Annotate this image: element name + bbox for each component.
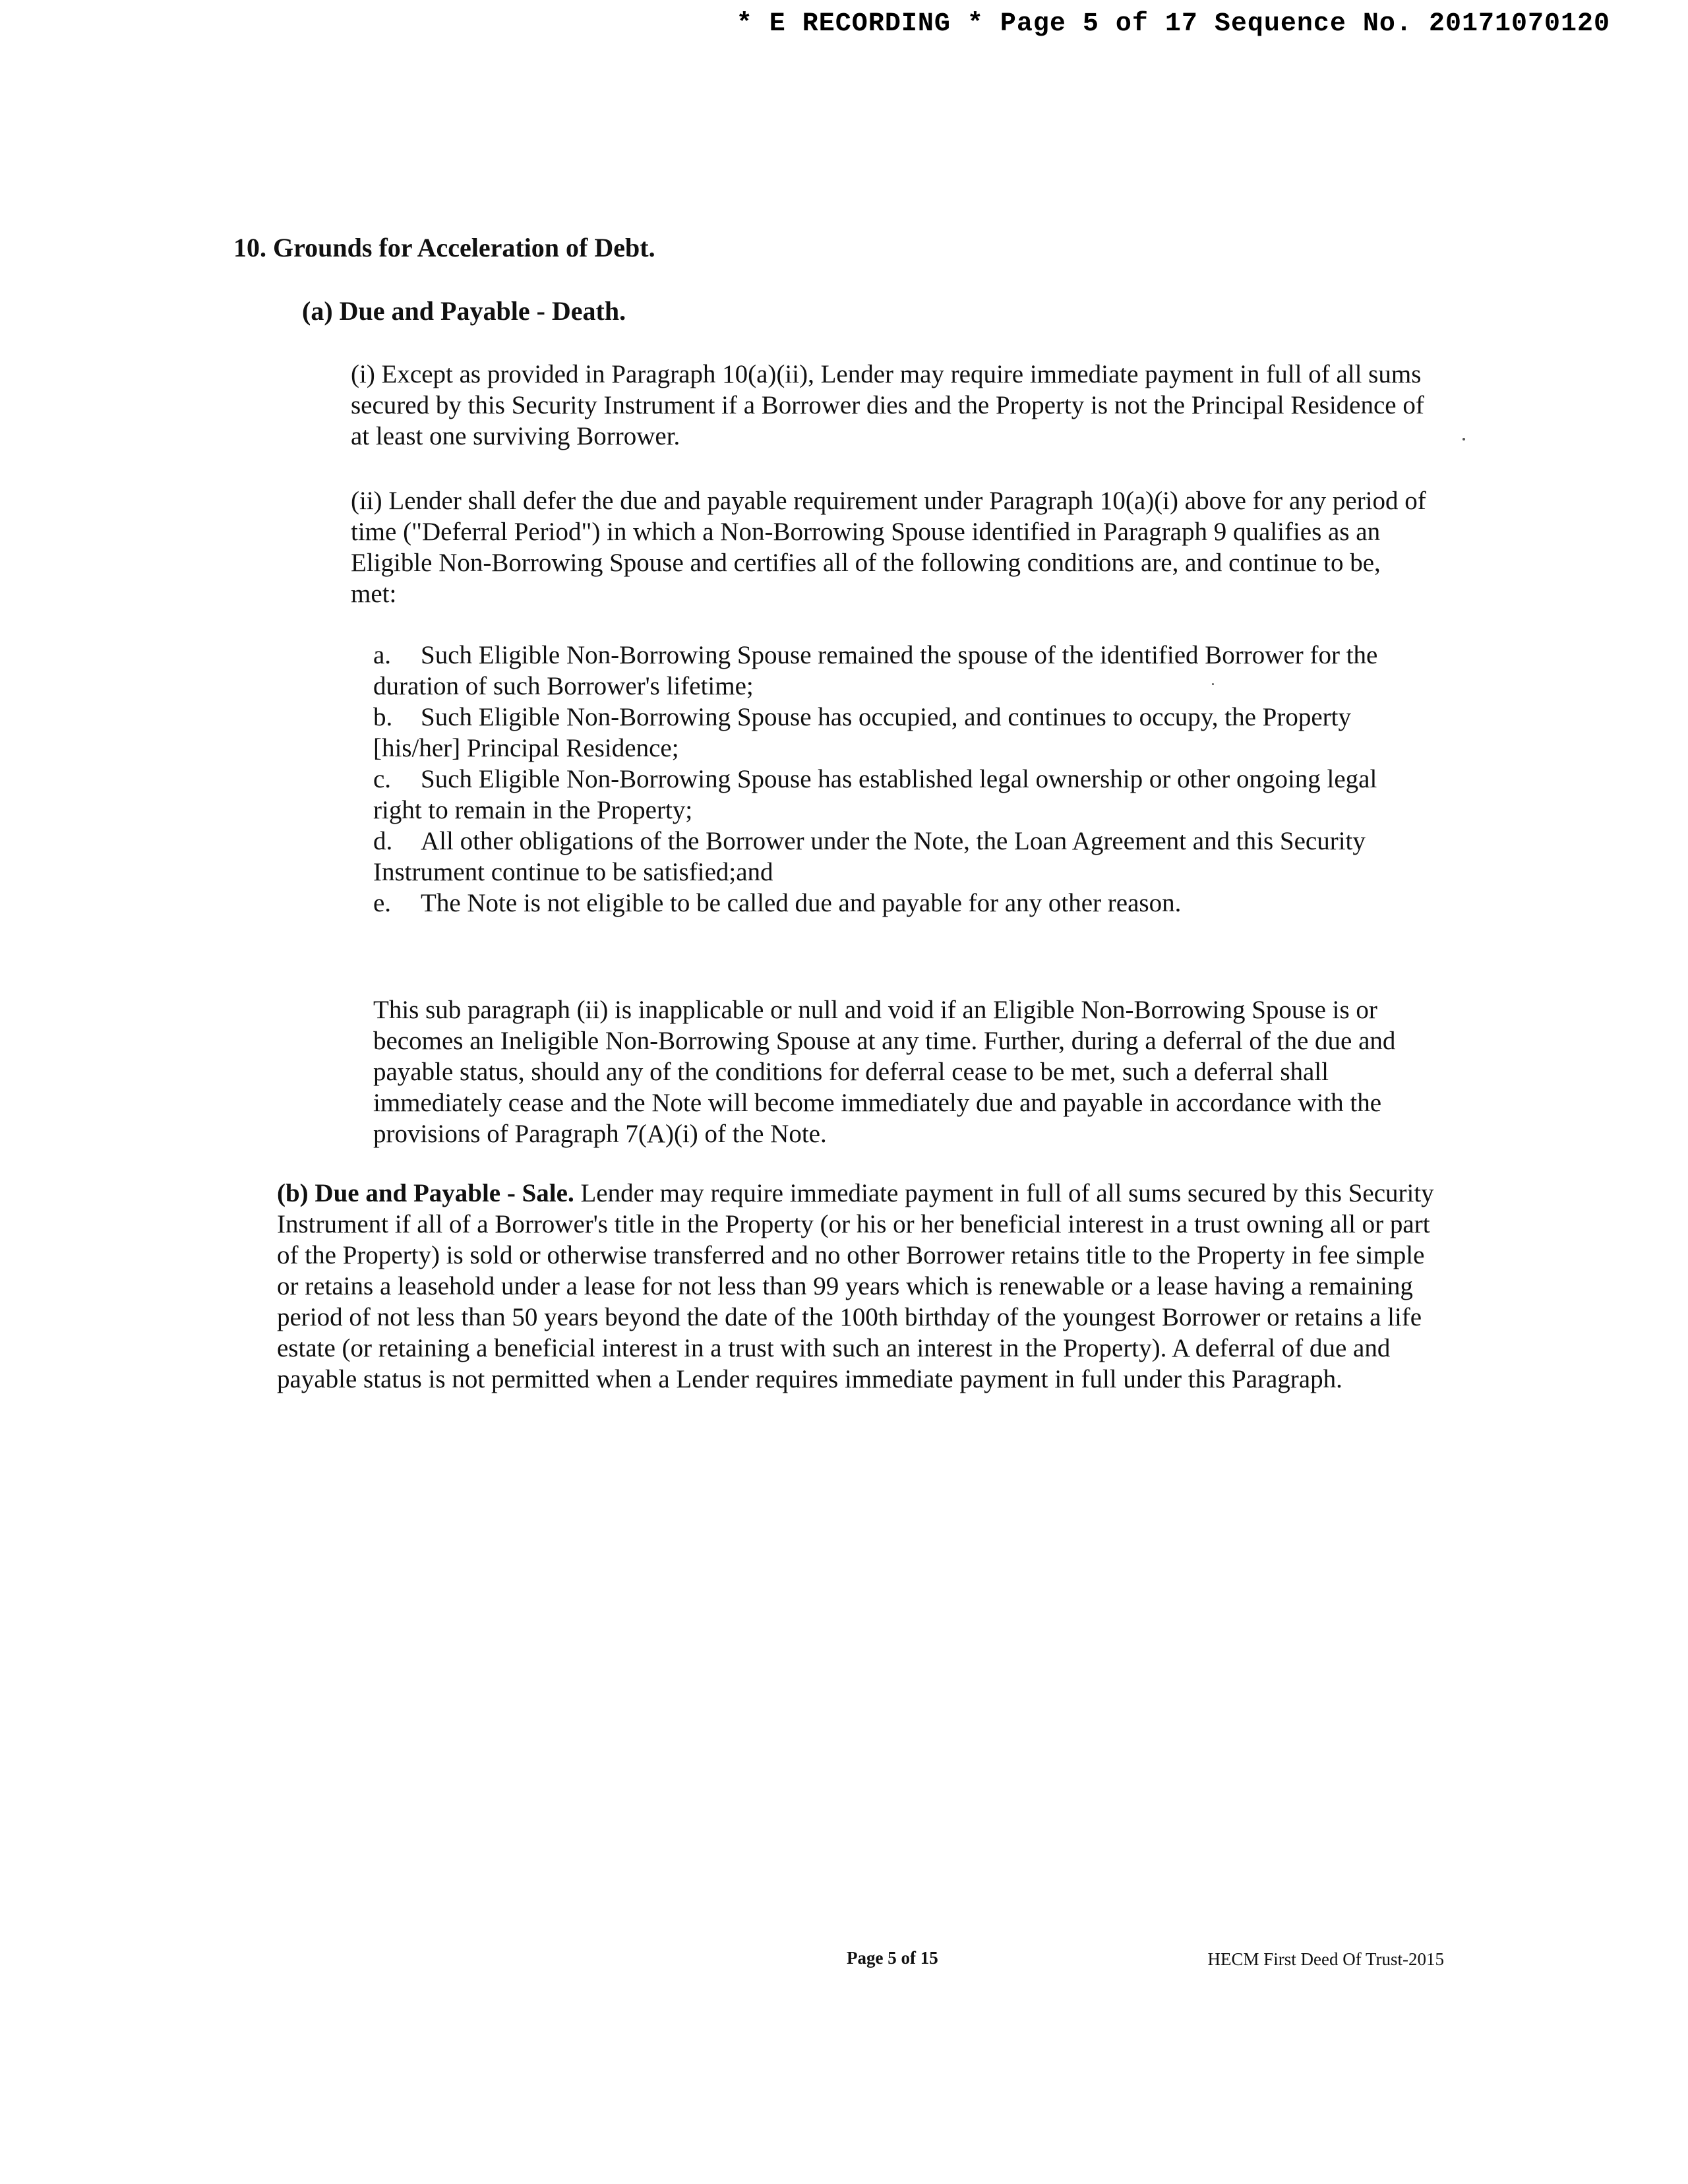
subsection-b-heading: (b) Due and Payable - Sale. xyxy=(277,1179,574,1207)
subsection-a-heading: (a) Due and Payable - Death. xyxy=(302,296,626,326)
conditions-list xyxy=(373,640,1402,919)
condition-text: The Note is not eligible to be called due and payable for any other reason. xyxy=(421,889,1182,917)
list-item xyxy=(373,826,1402,888)
scan-speck xyxy=(1212,683,1214,685)
paragraph-a-ii: (ii) Lender shall defer the due and payable requirement under Paragraph 10(a)(i) above for any period of time ("Deferral Period") in which a Non-Borrowing Spouse identified in Paragraph 9 qualifies as an Eligible Non-Borrowing Spouse and certifies all of the following conditions are, and continue to be, met: xyxy=(351,487,1426,608)
paragraph-a-i: (i) Except as provided in Paragraph 10(a)(ii), Lender may require immediate payment in full of all sums secured by this Security Instrument if a Borrower dies and the Property is not the Principal Residence of at least one surviving Borrower. xyxy=(351,360,1424,450)
condition-letter: a. xyxy=(373,641,392,669)
condition-letter: b. xyxy=(373,703,393,731)
recording-stamp: * E RECORDING * Page 5 of 17 Sequence No. 20171070120 xyxy=(736,9,1610,39)
list-item xyxy=(373,764,1402,826)
list-item xyxy=(373,640,1402,702)
list-item xyxy=(373,702,1402,764)
paragraph-b xyxy=(277,1178,1437,1395)
condition-text: All other obligations of the Borrower under the Note, the Loan Agreement and this Security Instrument continue to be satisfied;and xyxy=(373,827,1366,886)
condition-letter: d. xyxy=(373,827,393,855)
condition-letter: e. xyxy=(373,889,392,917)
condition-text: Such Eligible Non-Borrowing Spouse remained the spouse of the identified Borrower for the duration of such Borrower's lifetime; xyxy=(373,641,1378,700)
subsection-b-text: Lender may require immediate payment in full of all sums secured by this Security Instrument if all of a Borrower's title in the Property (or his or her beneficial interest in a trust owning all or part of the Property) is sold or otherwise transferred and no other Borrower retains title to the Property in fee simple or retains a leasehold under a lease for not less than 99 years which is renewable or a lease having a remaining period of not less than 50 years beyond the date of the 100th birthday of the youngest Borrower or retains a life estate (or retaining a beneficial interest in a trust with such an interest in the Property). A deferral of due and payable status is not permitted when a Lender requires immediate payment in full under this Paragraph. xyxy=(277,1179,1434,1393)
condition-text: Such Eligible Non-Borrowing Spouse has established legal ownership or other ongoing legal right to remain in the Property; xyxy=(373,765,1377,824)
paragraph-void-clause: This sub paragraph (ii) is inapplicable or null and void if an Eligible Non-Borrowing Spouse is or becomes an Ineligible Non-Borrowing Spouse at any time. Further, during a deferral of the due and payable status, should any of the conditions for deferral cease to be met, such a deferral shall immediately cease and the Note will become immediately due and payable in accordance with the provisions of Paragraph 7(A)(i) of the Note. xyxy=(373,996,1396,1148)
list-item xyxy=(373,888,1402,919)
footer-form-name: HECM First Deed Of Trust-2015 xyxy=(1207,1949,1444,1969)
footer-page-number: Page 5 of 15 xyxy=(847,1948,938,1968)
condition-letter: c. xyxy=(373,765,392,793)
scan-speck xyxy=(1462,438,1465,440)
section-heading: 10. Grounds for Acceleration of Debt. xyxy=(233,233,655,262)
condition-text: Such Eligible Non-Borrowing Spouse has occupied, and continues to occupy, the Property [his/her] Principal Residence; xyxy=(373,703,1351,762)
